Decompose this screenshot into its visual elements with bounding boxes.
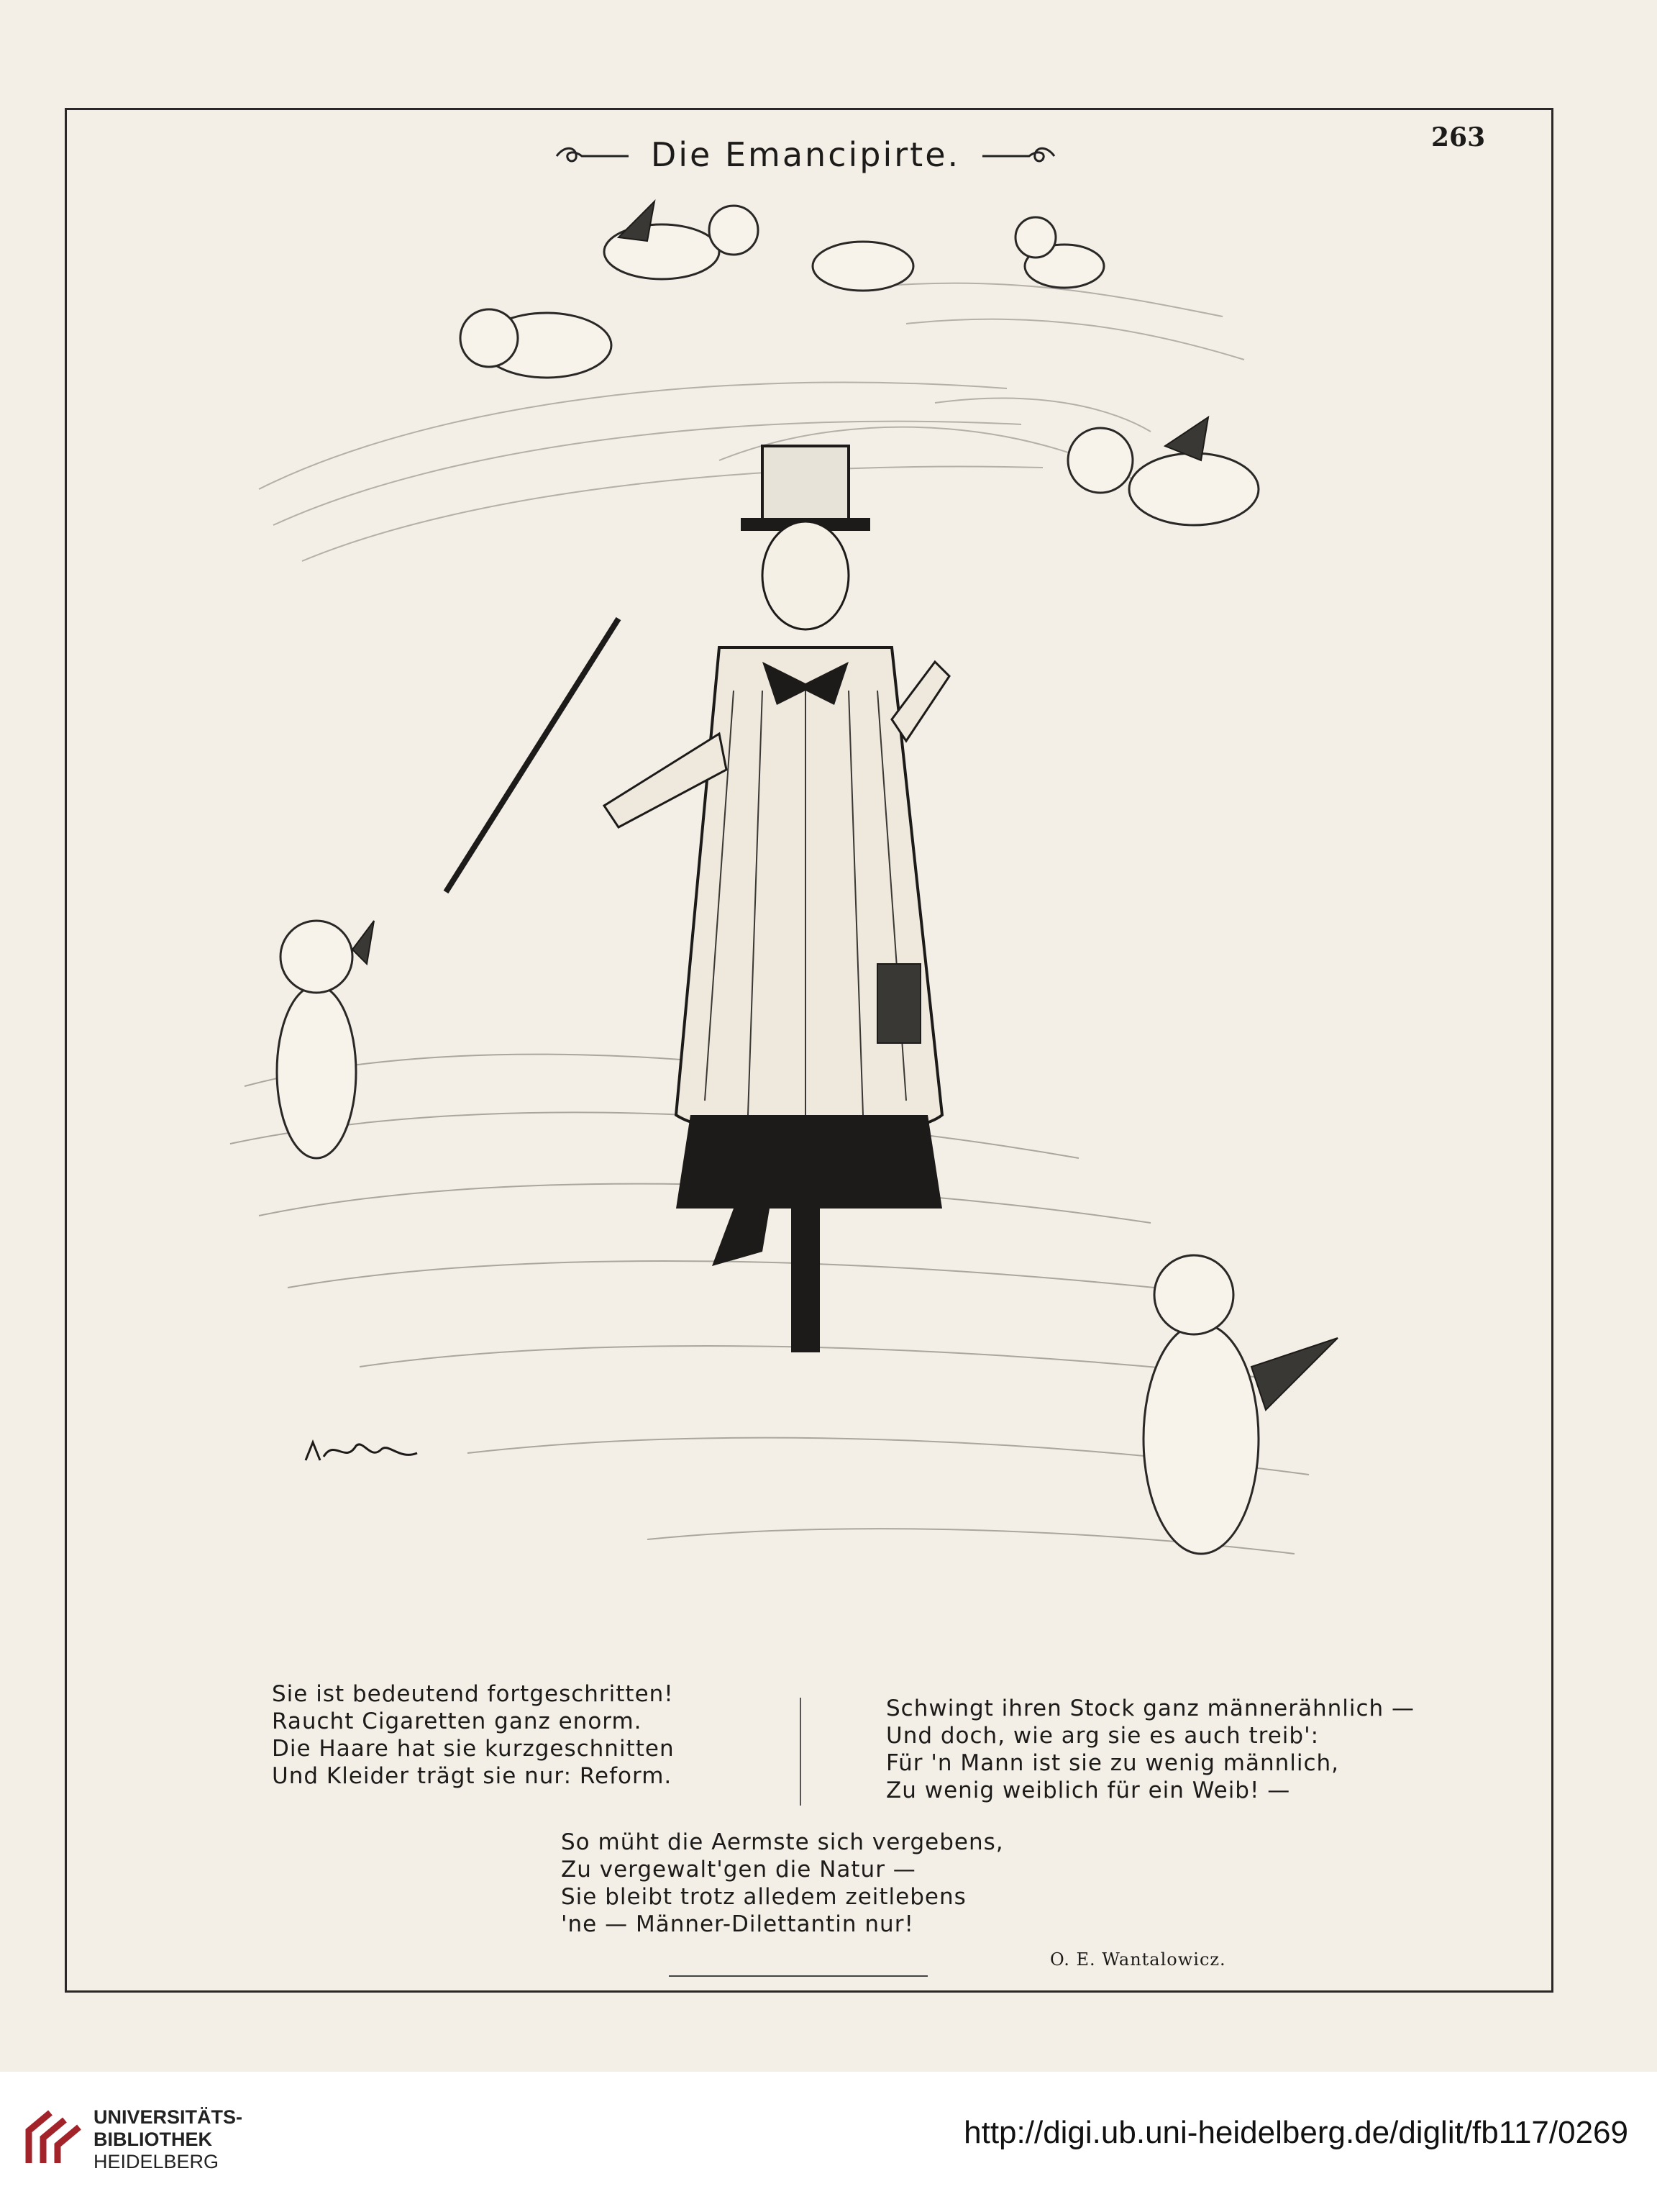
poem-line: Raucht Cigaretten ganz enorm.: [272, 1708, 642, 1734]
poem-author: O. E. Wantalowicz.: [1050, 1949, 1226, 1970]
library-name-line: HEIDELBERG: [93, 2151, 219, 2172]
poem-stanza-bottom: [561, 1829, 1004, 1938]
library-name-line: BIBLIOTHEK: [93, 2129, 212, 2150]
poem-line: Schwingt ihren Stock ganz männerähnlich —: [886, 1696, 1415, 1721]
poem-line: Sie ist bedeutend fortgeschritten!: [272, 1681, 674, 1707]
poem-line: Sie bleibt trotz alledem zeitlebens: [561, 1884, 967, 1910]
left-ornament-icon: [553, 140, 632, 169]
page-number: 263: [1431, 122, 1486, 153]
poem-line: Für 'n Mann ist sie zu wenig männlich,: [886, 1750, 1340, 1776]
right-ornament-icon: [979, 140, 1058, 169]
permalink-url[interactable]: http://digi.ub.uni-heidelberg.de/diglit/fb117/0269: [964, 2115, 1628, 2150]
poem-line: Zu wenig weiblich für ein Weib! —: [886, 1778, 1291, 1803]
viewer-footer: [0, 2072, 1657, 2212]
library-name-line: UNIVERSITÄTS-: [93, 2106, 243, 2128]
poem-line: 'ne — Männer-Dilettantin nur!: [561, 1911, 914, 1937]
page-title: Die Emancipirte.: [650, 135, 961, 174]
artist-signature: [302, 1432, 424, 1475]
poem-line: Und doch, wie arg sie es auch treib':: [886, 1723, 1320, 1749]
poem-stanza-left: [272, 1680, 675, 1790]
poem-line: So müht die Aermste sich vergebens,: [561, 1829, 1004, 1855]
title-row: [547, 129, 1064, 180]
poem-stanza-right: [886, 1695, 1415, 1804]
library-logo-icon[interactable]: [22, 2102, 90, 2170]
poem-line: Die Haare hat sie kurzgeschnitten: [272, 1736, 675, 1762]
closing-rule: [669, 1975, 928, 1977]
column-divider: [800, 1698, 801, 1806]
poem-line: Und Kleider trägt sie nur: Reform.: [272, 1763, 672, 1789]
poem-line: Zu vergewalt'gen die Natur —: [561, 1857, 916, 1883]
library-name[interactable]: [93, 2106, 242, 2173]
